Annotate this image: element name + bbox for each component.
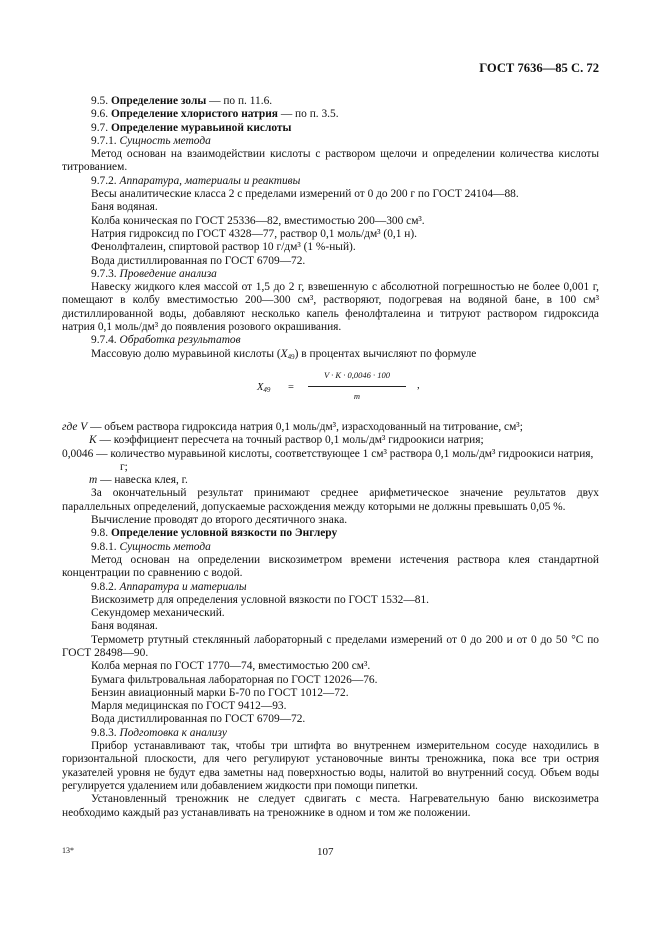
equipment-item: Бумага фильтровальная лабораторная по ГОСТ 12026—76.	[91, 673, 378, 686]
formula-intro	[62, 348, 599, 361]
section-9-5	[62, 95, 599, 108]
section-9-8-1	[62, 541, 599, 554]
equipment-item: Весы аналитические класса 2 с пределами измерений от 0 до 200 г по ГОСТ 24104—88.	[91, 188, 519, 201]
formula-numerator: V · K · 0,0046 · 100	[324, 369, 390, 380]
section-number: 9.7.1.	[91, 134, 120, 147]
section-number: 9.8.	[91, 527, 111, 540]
page-number: 107	[317, 846, 334, 858]
section-number: 9.7.4.	[91, 334, 120, 347]
equipment-item: Баня водяная.	[91, 201, 158, 214]
formula-subscript: 49	[263, 385, 271, 394]
section-9-8-3	[62, 727, 599, 740]
section-number: 9.6.	[91, 108, 111, 121]
where-desc: — навеска клея, г.	[97, 474, 188, 487]
equipment-item: Колба мерная по ГОСТ 1770—74, вместимостью 200 см³.	[91, 660, 371, 673]
section-9-7-2	[62, 175, 599, 188]
formula-equals: =	[288, 381, 294, 393]
section-9-8-2	[62, 581, 599, 594]
where-term: где V	[62, 420, 88, 433]
where-desc: — количество муравьиной кислоты, соответствующее 1 см³ раствора 0,1 моль/дм³ гидроокиси натрия, г;	[93, 447, 594, 473]
formula-fraction	[308, 369, 406, 404]
text-part: ) в процентах вычисляют по формуле	[294, 347, 477, 360]
section-number: 9.7.	[91, 121, 111, 134]
section-title: Обработка результатов	[119, 334, 241, 347]
section-number: 9.7.2.	[91, 174, 120, 187]
result-rule: За окончательный результат принимают среднее арифметическое значение реультатов двух параллельных определений, допускаемые расхождения между которыми не должны превышать 0,05 %.	[62, 487, 599, 513]
section-number: 9.8.3.	[91, 726, 120, 739]
section-9-7-4	[62, 334, 599, 347]
section-ref: — по п. 3.5.	[277, 108, 339, 121]
equipment-item: Фенолфталеин, спиртовой раствор 10 г/дм³ (1 %-ный).	[91, 241, 356, 254]
equipment-item: Марля медицинская по ГОСТ 9412—93.	[91, 700, 287, 713]
section-title: Проведение анализа	[119, 267, 217, 280]
section-title: Сущность метода	[119, 134, 211, 147]
where-term: m	[89, 474, 98, 487]
equipment-item: Натрия гидроксид по ГОСТ 4328—77, раствор 0,1 моль/дм³ (0,1 н).	[91, 227, 418, 240]
method-principle: Метод основан на определении вискозиметром времени истечения раствора клея стандартной концентрации по сравнению с водой.	[62, 553, 599, 580]
equipment-item: Вода дистиллированная по ГОСТ 6709—72.	[91, 713, 306, 726]
where-term: K	[89, 434, 97, 447]
equipment-item: Колба коническая по ГОСТ 25336—82, вместимостью 200—300 см³.	[91, 214, 425, 227]
equipment-item: Вискозиметр для определения условной вязкости по ГОСТ 1532—81.	[91, 593, 429, 606]
preparation-text: Прибор устанавливают так, чтобы три штифта во внутреннем измерительном сосуде находились в горизонтальной плоскости, для чего регулируют установочные винты треножника, пока все три острия указателей уровня не будут едва заметны над поверхностью воды, налитой во внутренний сосуд. Объем воды регулируется удалением или добавлением жидкости при помощи пипетки.	[62, 740, 599, 792]
section-9-7-1	[62, 135, 599, 148]
formula-denominator: m	[353, 391, 361, 402]
section-title: Сущность метода	[119, 540, 211, 553]
section-9-8	[62, 527, 599, 540]
section-title: Определение хлористого натрия	[110, 108, 278, 121]
where-desc: — коэффициент пересчета на точный раствор 0,1 моль/дм³ гидроокиси натрия;	[96, 434, 484, 447]
section-ref: — по п. 11.6.	[206, 95, 273, 107]
where-item	[62, 434, 599, 447]
section-9-7	[62, 122, 599, 135]
section-title: Аппаратура, материалы и реактивы	[119, 174, 301, 187]
section-9-7-3	[62, 268, 599, 281]
equipment-item: Баня водяная.	[91, 620, 158, 633]
document-page	[62, 0, 599, 936]
analysis-procedure: Навеску жидкого клея массой от 1,5 до 2 г, взвешенную с абсолютной погрешностью не более 0,001 г, помещают в колбу вместимостью 200—300 см³, растворяют, подогревая на водяной бане, в 100 см³ дистиллированной воды, добавляют несколько капель фенолфталеина и титруют раствором гидроксида натрия 0,1 моль/дм³ до появления розового окрашивания.	[62, 281, 599, 334]
section-title: Определение условной вязкости по Энглеру	[110, 527, 338, 540]
fraction-bar	[308, 386, 406, 387]
section-number: 9.8.1.	[91, 540, 120, 553]
section-9-6	[62, 108, 599, 121]
section-number: 9.5.	[91, 95, 111, 107]
where-desc: — объем раствора гидроксида натрия 0,1 моль/дм³, израсходованный на титрование, см³;	[87, 420, 523, 433]
text-part: Массовую долю муравьиной кислоты (	[91, 347, 281, 360]
where-item	[62, 421, 599, 434]
signature-mark: 13*	[62, 846, 74, 855]
section-title: Определение муравьиной кислоты	[110, 121, 292, 134]
variable: X	[280, 347, 288, 360]
equipment-item: Бензин авиационный марки Б-70 по ГОСТ 1012—72.	[91, 686, 349, 699]
calc-precision: Вычисление проводят до второго десятичного знака.	[91, 514, 348, 527]
section-title: Определение золы	[110, 95, 207, 107]
equipment-item: Термометр ртутный стеклянный лабораторный с пределами измерений от 0 до 200 и от 0 до 50 °С по ГОСТ 28498—90.	[62, 633, 599, 659]
running-header: ГОСТ 7636—85 С. 72	[479, 61, 599, 75]
section-title: Подготовка к анализу	[119, 726, 227, 739]
section-title: Аппаратура и материалы	[119, 580, 247, 593]
method-principle: Метод основан на взаимодействии кислоты с раствором щелочи и определении количества кислоты титрованием.	[62, 148, 599, 174]
preparation-text: Установленный треножник не следует сдвигать с места. Нагревательную баню вискозиметра необходимо каждый раз устанавливать на треножнике в одном и том же положении.	[62, 793, 599, 819]
formula	[62, 367, 599, 417]
formula-lhs	[257, 381, 270, 394]
equipment-item: Вода дистиллированная по ГОСТ 6709—72.	[91, 254, 306, 267]
where-term: 0,0046	[62, 447, 94, 460]
section-number: 9.7.3.	[91, 267, 120, 280]
where-item	[62, 474, 599, 487]
subscript: 49	[287, 352, 295, 361]
section-number: 9.8.2.	[91, 580, 120, 593]
formula-var: X	[257, 381, 264, 393]
page-body	[62, 95, 599, 820]
formula-comma: ,	[417, 378, 420, 391]
equipment-item: Секундомер механический.	[91, 607, 225, 620]
where-item	[62, 448, 599, 475]
